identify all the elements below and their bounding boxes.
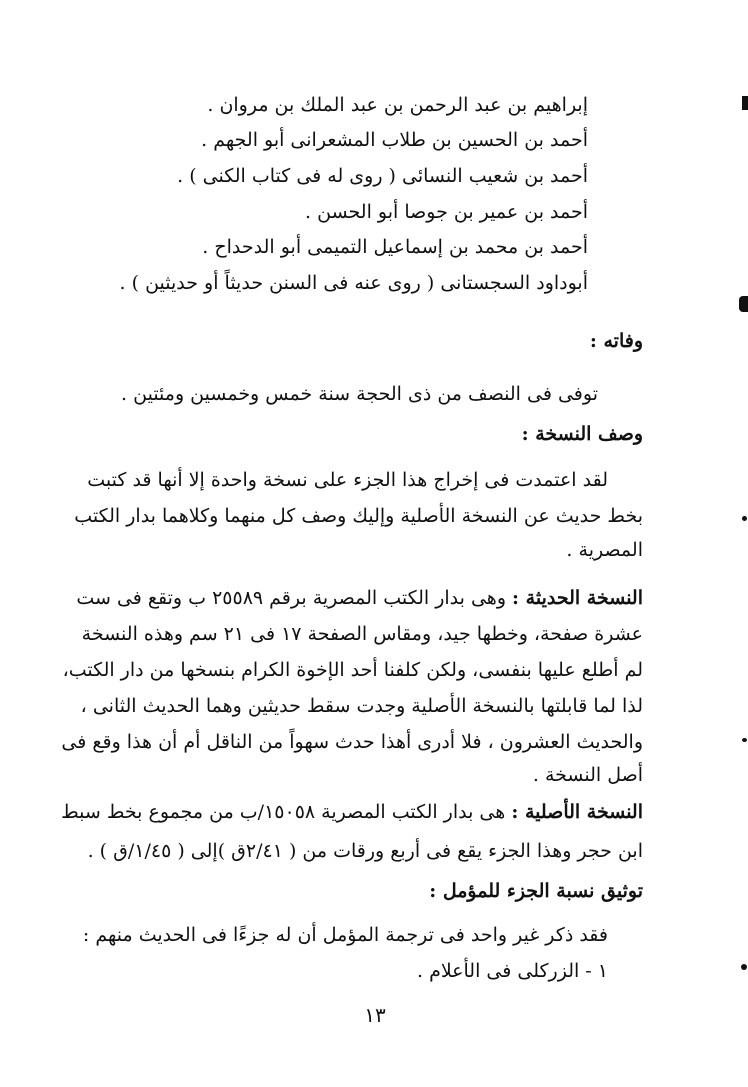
- modern-copy-line: والحديث العشرون ، فلا أدرى أهذا حدث سهواً من الناقل أم أن هذا وقع فى: [61, 731, 643, 753]
- modern-copy-label: النسخة الحديثة :: [512, 587, 643, 609]
- scan-edge-mark: [739, 296, 748, 312]
- manuscript-heading: وصف النسخة :: [521, 423, 643, 445]
- modern-copy-line: لم أطلع عليها بنفسى، ولكن كلفنا أحد الإخوة الكرام بنسخها من دار الكتب،: [62, 659, 643, 681]
- narrator-line: إبراهيم بن عبد الرحمن بن عبد الملك بن مروان .: [207, 94, 588, 116]
- modern-copy-first-text: وهى بدار الكتب المصرية برقم ٢٥٥٨٩ ب وتقع فى ست: [76, 587, 513, 609]
- attribution-heading: توثيق نسبة الجزء للمؤمل :: [429, 880, 643, 902]
- scan-edge-mark: [742, 96, 748, 110]
- scan-edge-mark: [742, 516, 747, 521]
- manuscript-intro-line: المصرية .: [566, 539, 643, 561]
- scan-edge-mark: [741, 964, 747, 970]
- death-text: توفى فى النصف من ذى الحجة سنة خمس وخمسين ومئتين .: [121, 383, 598, 405]
- narrator-line: أحمد بن الحسين بن طلاب المشعرانى أبو الجهم .: [201, 129, 588, 151]
- original-copy-first-line: [61, 799, 643, 825]
- original-copy-first-text: هى بدار الكتب المصرية ١٥٠٥٨/ب من مجموع بخط سبط: [61, 801, 512, 823]
- narrator-line: أبوداود السجستانى ( روى عنه فى السنن حديثاً أو حديثين ) .: [119, 272, 588, 294]
- narrator-line: أحمد بن شعيب النسائى ( روى له فى كتاب الكنى ) .: [177, 165, 588, 187]
- original-copy-label: النسخة الأصلية :: [511, 801, 643, 823]
- modern-copy-first-line: [76, 585, 643, 611]
- scan-edge-mark: [742, 738, 747, 742]
- attribution-line: فقد ذكر غير واحد فى ترجمة المؤمل أن له جزءًا فى الحديث منهم :: [82, 924, 608, 946]
- manuscript-intro-line: لقد اعتمدت فى إخراج هذا الجزء على نسخة واحدة إلا أنها قد كتبت: [87, 469, 608, 491]
- original-copy-line: ابن حجر وهذا الجزء يقع فى أربع ورقات من ( ٢/٤١ق )إلى ( ١/٤٥/ق ) .: [87, 840, 643, 862]
- modern-copy-line: لذا لما قابلتها بالنسخة الأصلية وجدت سقط حديثين وهما الحديث الثانى ،: [80, 695, 643, 717]
- narrator-line: أحمد بن محمد بن إسماعيل التميمى أبو الدحداح .: [202, 236, 588, 258]
- modern-copy-line: عشرة صفحة، وخطها جيد، ومقاس الصفحة ١٧ فى ٢١ سم وهذه النسخة: [81, 623, 643, 645]
- page-number: ١٣: [364, 1003, 386, 1027]
- death-heading: وفاته :: [589, 330, 643, 352]
- modern-copy-line: أصل النسخة .: [532, 764, 643, 786]
- attribution-line: ١ - الزركلى فى الأعلام .: [417, 960, 608, 982]
- narrator-line: أحمد بن عمير بن جوصا أبو الحسن .: [305, 201, 588, 223]
- manuscript-intro-line: بخط حديث عن النسخة الأصلية وإليك وصف كل منهما وكلاهما بدار الكتب: [74, 505, 643, 527]
